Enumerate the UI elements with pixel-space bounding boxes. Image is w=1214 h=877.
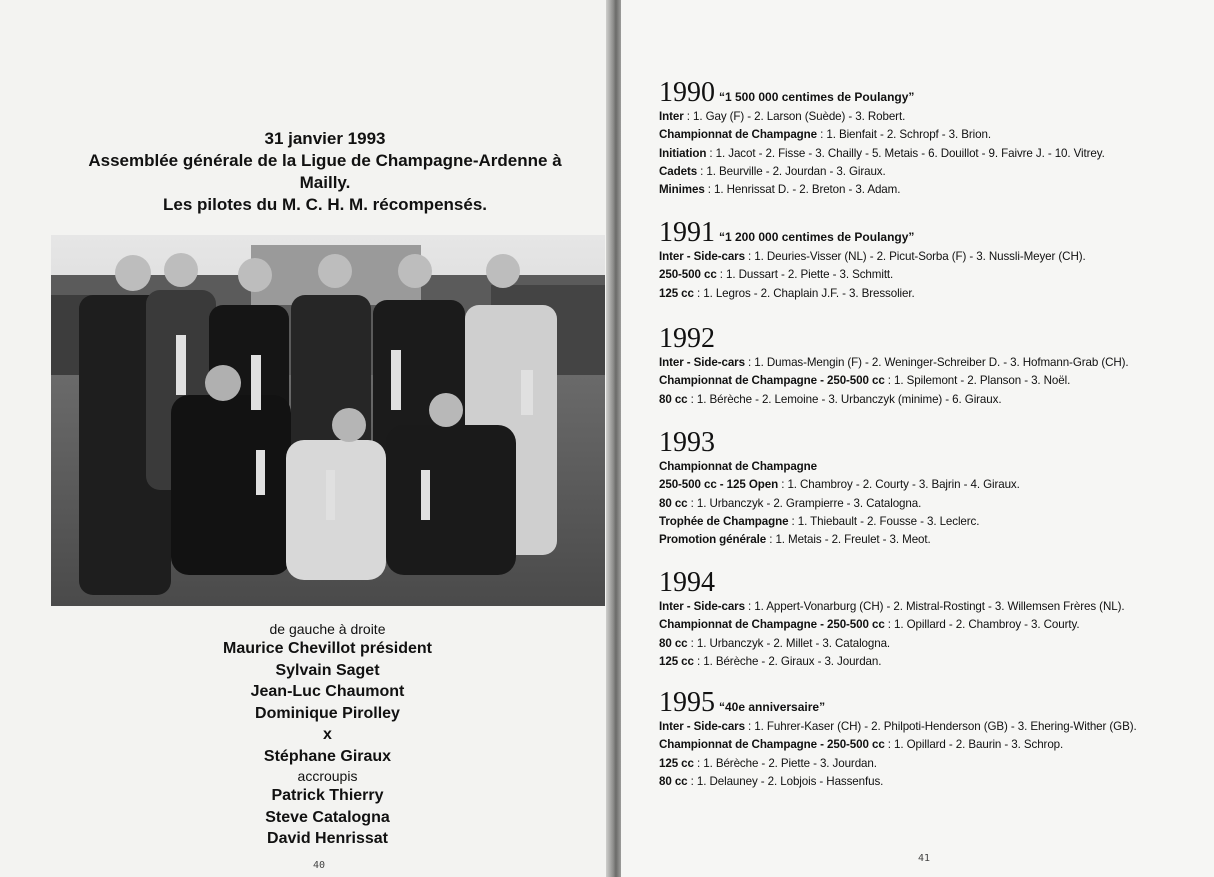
right-page <box>621 0 1214 877</box>
category-label: Trophée de Champagne <box>659 514 789 528</box>
result-entry <box>659 372 1209 390</box>
result-text: : 1. Bérèche - 2. Giraux - 3. Jourdan. <box>693 654 882 668</box>
category-label: 80 cc <box>659 496 688 510</box>
result-text: : 1. Dumas-Mengin (F) - 2. Weninger-Schreiber D. - 3. Hofmann-Grab (CH). <box>744 356 1129 369</box>
year-section-1990 <box>659 78 1209 199</box>
year-title <box>659 688 1209 718</box>
result-text: : 1. Fuhrer-Kaser (CH) - 2. Philpoti-Henderson (GB) - 3. Ehering-Wither (GB). <box>744 720 1137 733</box>
year-subtitle: “40e anniversaire” <box>719 700 826 714</box>
category-label: 125 cc <box>659 654 694 668</box>
category-label: Inter - Side-cars <box>659 600 745 613</box>
names-list <box>40 620 609 850</box>
result-entry <box>659 266 1209 284</box>
result-entry <box>659 635 1209 653</box>
result-entry <box>659 181 1209 199</box>
category-label: Inter - Side-cars <box>659 250 745 263</box>
result-text: : 1. Jacot - 2. Fisse - 3. Chailly - 5. Metais - 6. Douillot - 9. Faivre J. - 10. Vitrey. <box>706 146 1105 160</box>
category-label: Cadets <box>659 164 698 178</box>
result-entry <box>659 145 1209 163</box>
person-name: Jean-Luc Chaumont <box>250 683 405 700</box>
result-entry <box>659 718 1209 736</box>
category-label: Championnat de Champagne <box>659 128 817 142</box>
result-text: : 1. Opillard - 2. Chambroy - 3. Courty. <box>884 618 1080 632</box>
year-number: 1992 <box>659 323 715 354</box>
person-name: Stéphane Giraux <box>263 747 392 765</box>
year-title <box>659 568 1209 598</box>
year-number: 1995 <box>659 687 715 718</box>
category-label: Inter - Side-cars <box>659 720 745 733</box>
page-number-right: 41 <box>918 853 931 864</box>
result-entry <box>659 126 1209 144</box>
category-label: 80 cc <box>659 636 688 650</box>
person-name: x <box>323 726 332 743</box>
result-entry <box>659 163 1209 181</box>
person-name: Maurice Chevillot président <box>223 640 432 657</box>
category-label: Inter <box>659 110 684 123</box>
category-label: 125 cc <box>659 286 694 300</box>
year-section-1993 <box>659 428 1209 549</box>
result-text: : 1. Spilemont - 2. Planson - 3. Noël. <box>884 374 1071 388</box>
result-text: : 1. Dussart - 2. Piette - 3. Schmitt. <box>716 268 894 282</box>
year-section-1992 <box>659 324 1209 409</box>
result-text: : 1. Urbanczyk - 2. Millet - 3. Catalogna. <box>687 636 891 650</box>
year-number: 1994 <box>659 567 715 598</box>
heading-line: Assemblée générale de la Ligue de Champagne-Ardenne à <box>88 151 562 170</box>
result-text: : 1. Metais - 2. Freulet - 3. Meot. <box>766 533 931 547</box>
result-entry <box>659 248 1209 266</box>
result-text: : 1. Gay (F) - 2. Larson (Suède) - 3. Robert. <box>683 110 906 123</box>
category-label: 250-500 cc <box>659 268 717 282</box>
category-label: 250-500 cc - 125 Open <box>659 478 779 492</box>
year-subtitle: “1 500 000 centimes de Poulangy” <box>719 90 915 104</box>
result-text: : 1. Legros - 2. Chaplain J.F. - 3. Bressolier. <box>693 286 915 300</box>
result-text: : 1. Delauney - 2. Lobjois - Hassenfus. <box>687 774 884 788</box>
category-label: 125 cc <box>659 756 694 770</box>
category-label: Inter - Side-cars <box>659 356 745 369</box>
names-subheading: de gauche à droite <box>269 621 386 637</box>
result-text: : 1. Urbanczyk - 2. Grampierre - 3. Catalogna. <box>687 496 922 510</box>
result-text: : 1. Bérèche - 2. Lemoine - 3. Urbanczyk (minime) - 6. Giraux. <box>687 392 1002 406</box>
result-entry <box>659 476 1209 494</box>
category-label: Championnat de Champagne <box>659 460 817 473</box>
year-section-1995 <box>659 688 1209 791</box>
result-entry <box>659 391 1209 409</box>
year-number: 1991 <box>659 217 715 248</box>
result-entry <box>659 598 1209 616</box>
person-name: Patrick Thierry <box>271 787 384 804</box>
person-name: Dominique Pirolley <box>255 704 400 722</box>
year-title <box>659 218 1209 248</box>
result-text: : 1. Chambroy - 2. Courty - 3. Bajrin - 4. Giraux. <box>778 478 1020 492</box>
result-entry <box>659 755 1209 773</box>
year-title <box>659 78 1209 108</box>
year-section-1994 <box>659 568 1209 671</box>
heading-line: Mailly. <box>299 173 351 192</box>
result-text: : 1. Henrissat D. - 2. Breton - 3. Adam. <box>704 183 901 197</box>
names-subheading: accroupis <box>297 768 358 784</box>
category-label: 80 cc <box>659 392 688 406</box>
result-text: : 1. Beurville - 2. Jourdan - 3. Giraux. <box>697 164 886 178</box>
year-number: 1990 <box>659 77 715 108</box>
result-text: : 1. Appert-Vonarburg (CH) - 2. Mistral-Rostingt - 3. Willemsen Frères (NL). <box>744 600 1125 613</box>
group-photo-image <box>51 235 605 606</box>
result-entry <box>659 653 1209 671</box>
result-text: : 1. Opillard - 2. Baurin - 3. Schrop. <box>884 738 1064 752</box>
category-label: Minimes <box>659 183 705 197</box>
result-entry <box>659 495 1209 513</box>
year-title <box>659 324 1209 354</box>
category-label: 80 cc <box>659 774 688 788</box>
result-entry <box>659 531 1209 549</box>
year-subtitle: “1 200 000 centimes de Poulangy” <box>719 230 915 244</box>
result-entry <box>659 736 1209 754</box>
category-label: Championnat de Champagne - 250-500 cc <box>659 738 885 752</box>
group-photo <box>51 235 605 606</box>
result-text: : 1. Bérèche - 2. Piette - 3. Jourdan. <box>693 756 877 770</box>
result-entry <box>659 458 1209 476</box>
category-label: Initiation <box>659 146 707 160</box>
result-entry <box>659 354 1209 372</box>
year-title <box>659 428 1209 458</box>
category-label: Promotion générale <box>659 533 767 547</box>
result-text: : 1. Bienfait - 2. Schropf - 3. Brion. <box>817 128 991 142</box>
person-name: Sylvain Saget <box>275 661 380 679</box>
result-text: : 1. Thiebault - 2. Fousse - 3. Leclerc. <box>788 514 980 528</box>
page-number-left: 40 <box>313 860 326 871</box>
person-name: David Henrissat <box>267 830 388 847</box>
category-label: Championnat de Champagne - 250-500 cc <box>659 618 885 632</box>
person-name: Steve Catalogna <box>265 808 390 826</box>
heading-line: Les pilotes du M. C. H. M. récompensés. <box>162 195 487 214</box>
year-section-1991 <box>659 218 1209 303</box>
heading-line: 31 janvier 1993 <box>264 129 386 148</box>
result-entry <box>659 773 1209 791</box>
result-entry <box>659 616 1209 634</box>
result-entry <box>659 285 1209 303</box>
category-label: Championnat de Champagne - 250-500 cc <box>659 374 885 388</box>
result-entry <box>659 513 1209 531</box>
year-number: 1993 <box>659 427 715 458</box>
result-entry <box>659 108 1209 126</box>
result-text: : 1. Deuries-Visser (NL) - 2. Picut-Sorba (F) - 3. Nussli-Meyer (CH). <box>744 250 1086 263</box>
